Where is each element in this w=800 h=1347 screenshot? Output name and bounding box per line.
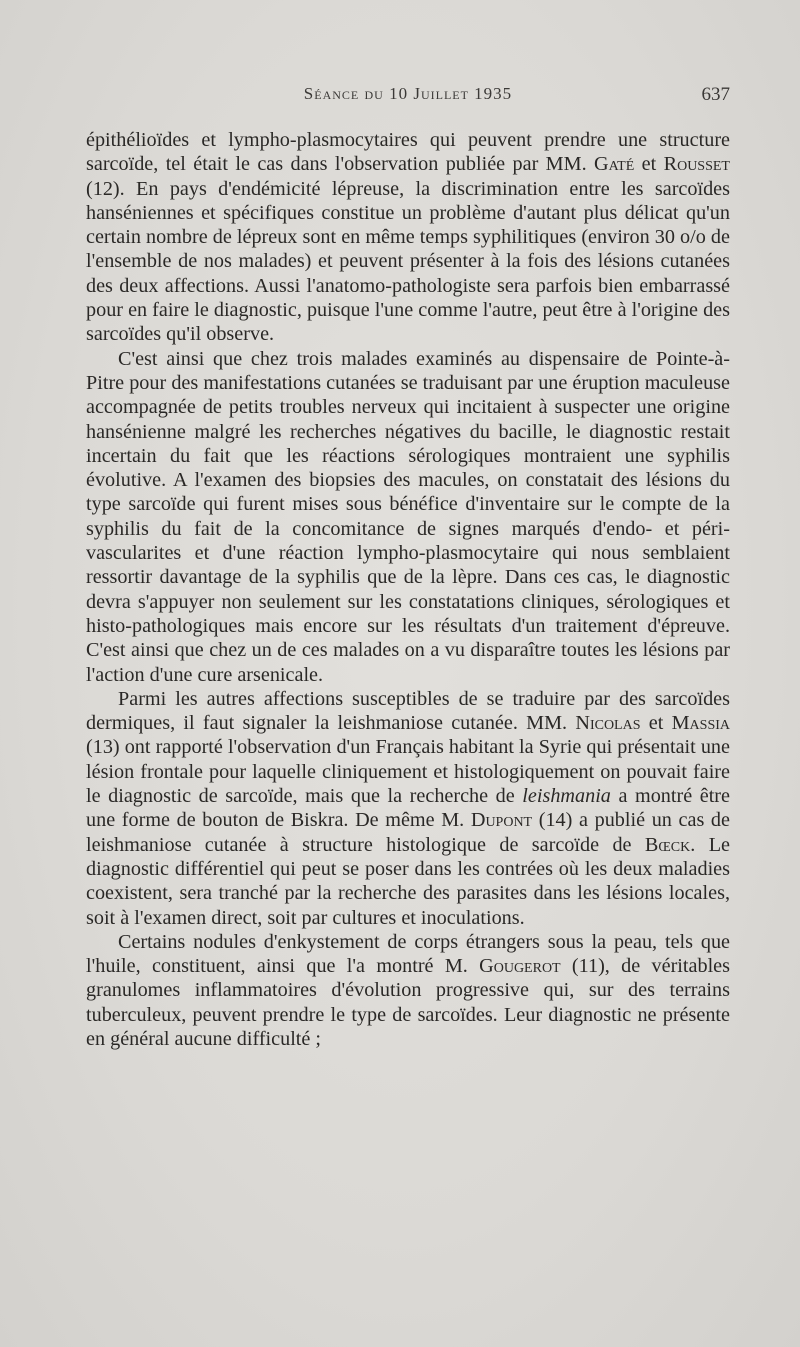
header-title: Séance du 10 Juillet 1935	[303, 84, 513, 103]
running-header	[86, 84, 730, 114]
author-dupont: Dupont	[470, 809, 533, 832]
p4-text-a: Certains nodules d'enkystement de corps étrangers sous la peau, tels que l'huile, constituent, ainsi que l'a montré M.	[86, 930, 730, 978]
p1-text-a: épithélioïdes et lympho-plasmocytaires qui peuvent prendre une structure sarcoïde, tel était le cas dans l'observation publiée par MM.	[86, 129, 730, 176]
p3-text-b: et	[640, 712, 672, 735]
p4-text-b: (11), de véritables granulomes inflammatoires d'évolution progressive qui, sur des terrains tuberculeux, peuvent prendre le type de sarcoïdes. Leur diagnostic ne présente en général aucune difficulté ;	[86, 955, 730, 1050]
paragraph-2: C'est ainsi que chez trois malades examinés au dispensaire de Pointe-à-Pitre pour des manifestations cutanées se traduisant par une éruption maculeuse accompagnée de petits troubles nerveux qui incitaient à suspecter une origine hansénienne malgré les recherches négatives du bacille, le diagnostic restait incertain du fait que les réactions sérologiques montraient une syphilis évolutive. A l'examen des biopsies des macules, on constatait des lésions du type sarcoïde qui furent mises sous bénéfice d'inventaire sur le compte de la syphilis du fait de la concomitance de signes marqués d'endo- et péri-vascularites et d'une réaction lympho-plasmocytaire qui nous semblaient ressortir davantage de la syphilis que de la lèpre. Dans ces cas, le diagnostic devra s'appuyer non seulement sur les constatations cliniques, sérologiques et histo-pathologiques mais encore sur les résultats d'un traitement d'épreuve. C'est ainsi que chez un de ces malades on a vu disparaître toutes les lésions par l'action d'une cure arsenicale.	[86, 347, 730, 686]
p1-text-b: et	[634, 153, 664, 176]
p3-text-a: Parmi les autres affections susceptibles de se traduire par des sarcoïdes dermiques, il faut signaler la leishmaniose cutanée. MM.	[86, 687, 730, 735]
author-boeck: Bœck	[644, 833, 691, 856]
page-number: 637	[701, 84, 730, 105]
p3-text-f: . Le diagnostic différentiel qui peut se poser dans les contrées où les deux maladies coexistent, sera tranché par la recherche des parasites dans les lésions locales, soit à l'examen direct, soit par cultures et inoculations.	[86, 833, 730, 929]
paragraph-4	[86, 930, 730, 1051]
author-nicolas: Nicolas	[575, 712, 641, 735]
term-leishmania: leishmania	[522, 785, 611, 808]
p1-text-c: (12). En pays d'endémicité lépreuse, la discrimination entre les sarcoïdes hanséniennes et spécifiques constitue un problème d'autant plus délicat qu'un certain nombre de lépreux sont en même temps syphilitiques (environ 30 o/o de l'ensemble de nos malades) et peuvent présenter à la fois des lésions cutanées des deux affections. Aussi l'anatomo-pathologiste sera parfois bien embarrassé pour en faire le diagnostic, puisque l'une comme l'autre, peut être à l'origine des sarcoïdes qu'il observe.	[86, 177, 730, 346]
p3-text-c: (13) ont rapporté l'observation d'un Français habitant la Syrie qui présentait une lésion frontale pour laquelle cliniquement et histologiquement on pouvait faire le diagnostic de sarcoïde, mais que la recherche de	[86, 736, 730, 808]
p3-text-e: (14) a publié un cas de leishmaniose cutanée à structure histologique de sarcoïde de	[86, 809, 730, 856]
p3-text-d: a montré être une forme de bouton de Biskra. De même M.	[86, 785, 730, 832]
author-gougerot: Gougerot	[479, 955, 561, 978]
author-gate: Gaté	[594, 153, 635, 176]
body-text	[86, 128, 730, 1051]
author-massia: Massia	[671, 712, 731, 735]
paragraph-3	[86, 687, 730, 930]
paragraph-1	[86, 128, 730, 347]
author-rousset: Rousset	[663, 153, 730, 176]
